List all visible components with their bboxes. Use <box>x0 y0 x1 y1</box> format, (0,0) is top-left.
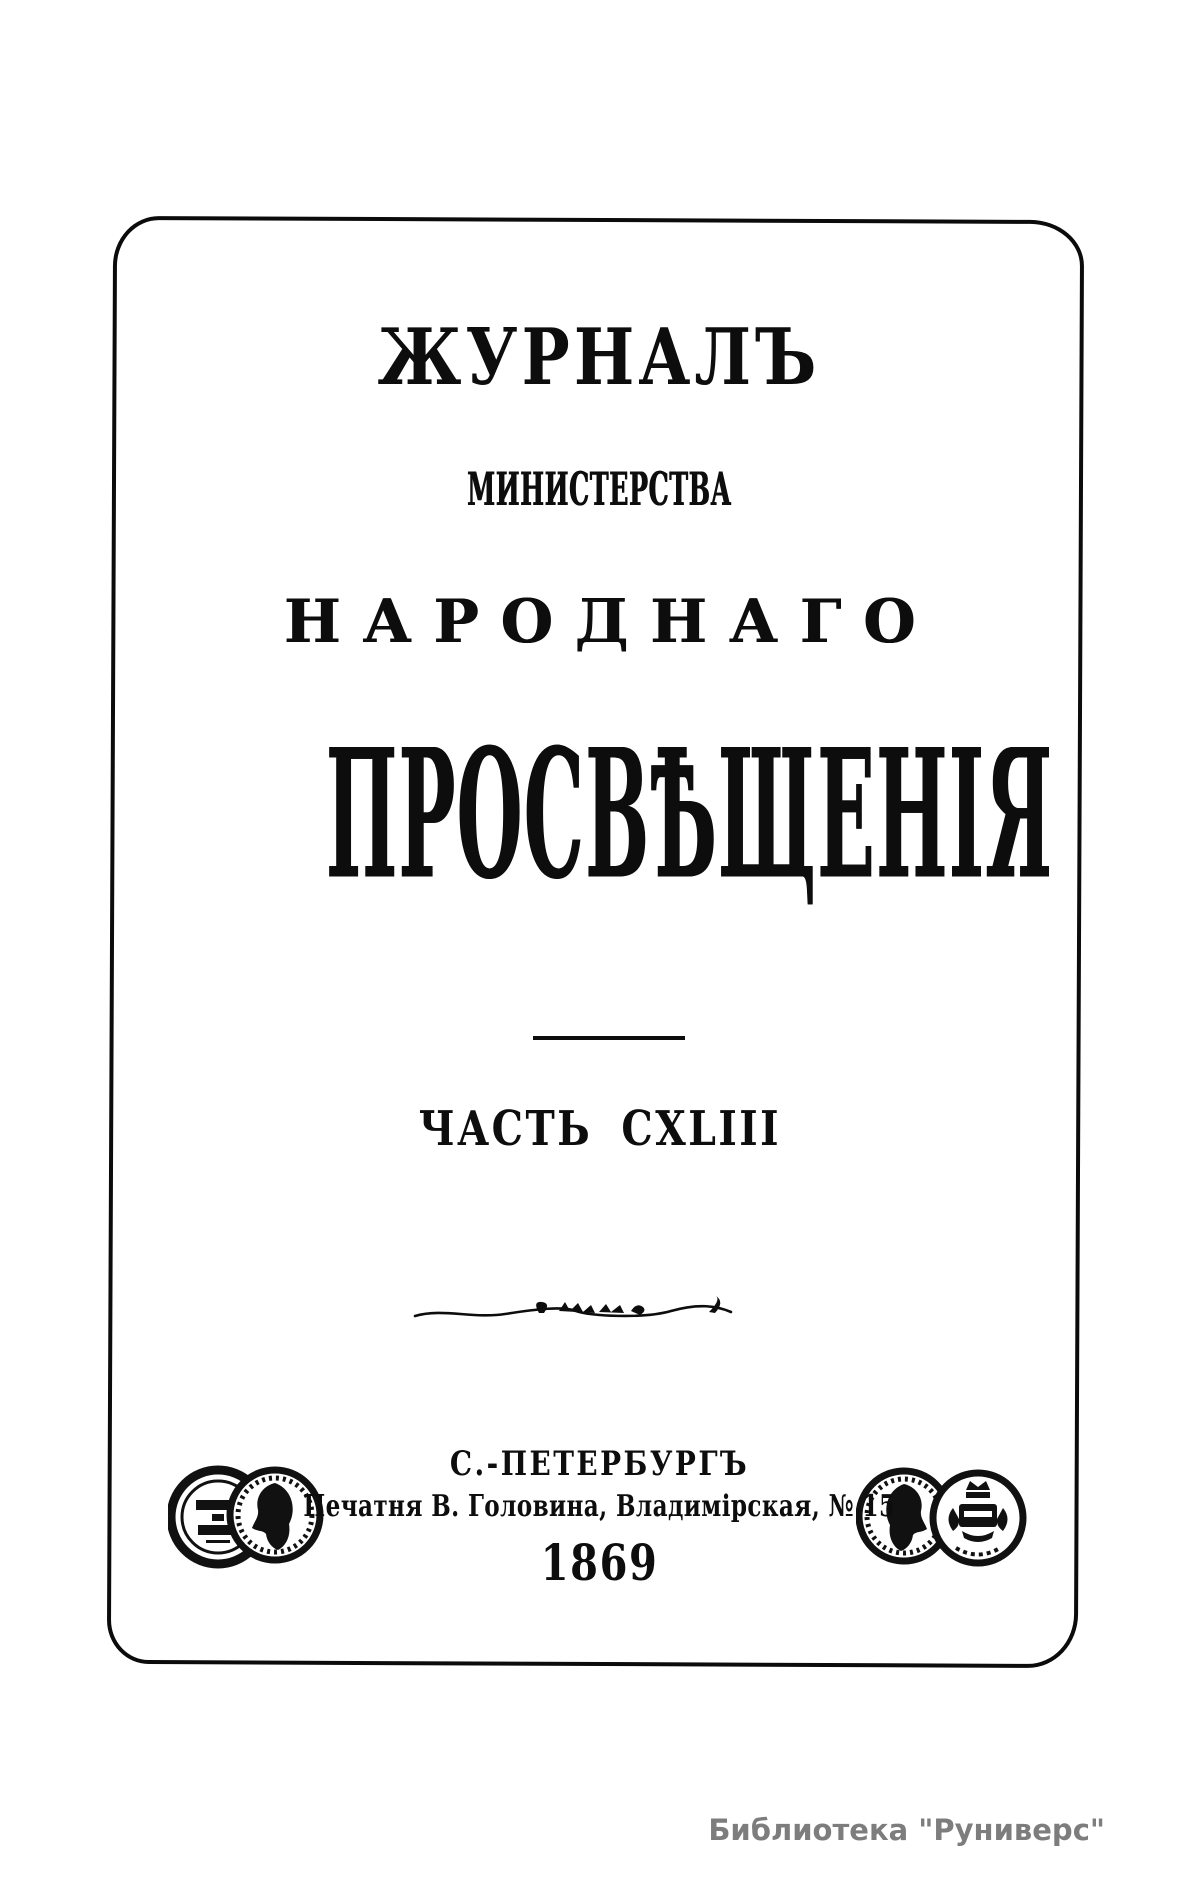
imprint-city-line <box>112 1444 1087 1484</box>
part-number-text: ЧАСТЬ CXLIII <box>418 1101 781 1157</box>
journal-title-text: ЖУРНАЛЪ <box>378 312 821 403</box>
part-number-line <box>112 1101 1087 1157</box>
horizontal-divider-rule <box>533 1036 685 1040</box>
imprint-city-text: С.-ПЕТЕРБУРГЪ <box>449 1444 750 1484</box>
calligraphic-flourish-icon <box>413 1296 735 1326</box>
imprint-year-line <box>112 1533 1087 1592</box>
imprint-year-text: 1869 <box>540 1533 659 1592</box>
ministry-subtitle <box>112 462 1087 516</box>
enlightenment-title-text: ПРОСВѢЩЕНІЯ <box>325 710 1054 920</box>
ministry-subtitle-text: МИНИСТЕРСТВА <box>467 462 732 516</box>
library-watermark: Библиотека "Руниверс" <box>708 1813 1105 1847</box>
national-title-line <box>112 587 1087 657</box>
imprint-printer-line <box>112 1489 1087 1524</box>
imprint-printer-text: Печатня В. Головина, Владимірская, № 15 <box>303 1489 896 1524</box>
national-title-text: НАРОДНАГО <box>283 587 938 657</box>
enlightenment-title-line <box>112 710 1087 920</box>
journal-title <box>112 312 1087 403</box>
